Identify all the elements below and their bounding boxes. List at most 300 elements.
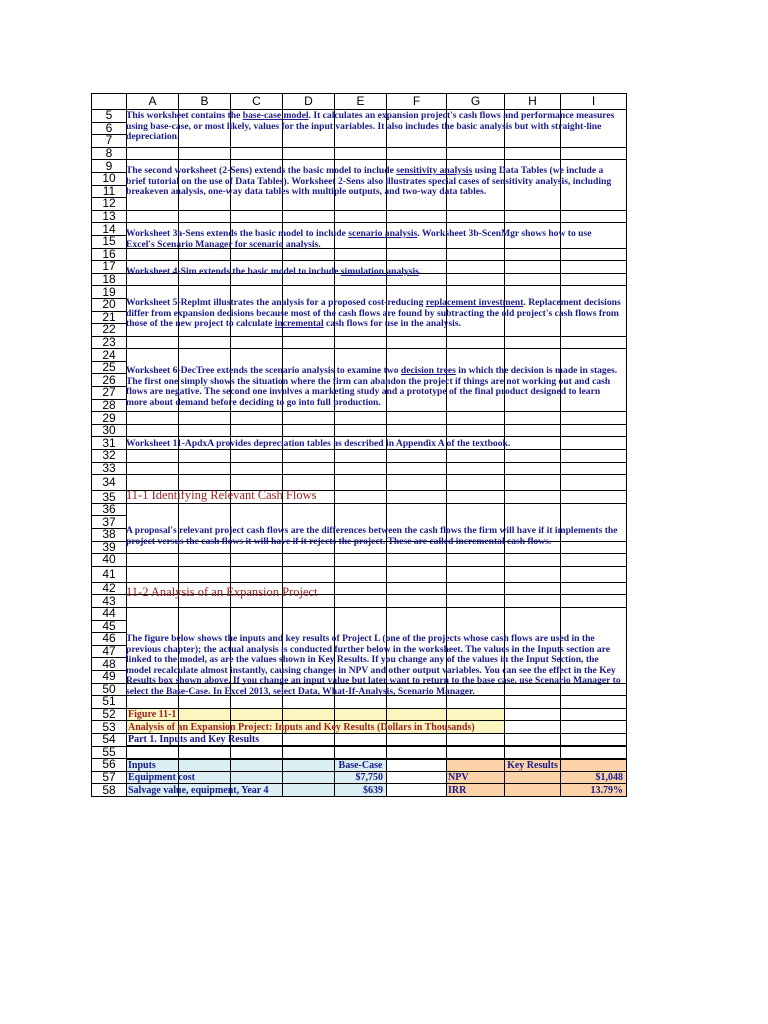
link-incremental[interactable]: incremental <box>274 318 324 330</box>
cell[interactable] <box>387 771 447 784</box>
paragraph-replacement <box>126 298 622 330</box>
cell[interactable] <box>179 708 231 721</box>
cell[interactable] <box>561 198 627 211</box>
cell[interactable] <box>231 147 283 160</box>
row-header[interactable]: 31 <box>92 437 127 450</box>
corner-cell[interactable] <box>92 94 127 110</box>
row-header[interactable]: 15 <box>92 235 127 248</box>
cell[interactable] <box>561 462 627 475</box>
cell[interactable] <box>335 462 387 475</box>
sheet-row <box>92 620 627 633</box>
row-header[interactable]: 39 <box>92 541 127 554</box>
row-header[interactable]: 29 <box>92 412 127 425</box>
cell[interactable] <box>283 733 335 746</box>
figure-title: Analysis of an Expansion Project: Inputs and Key Results (Dollars in Thousands) <box>128 721 475 733</box>
cell[interactable] <box>283 759 335 772</box>
cell[interactable] <box>387 475 447 491</box>
paragraph-text: using Data Tables (we include a brief tutorial on the use of Data Tables). Worksheet 2-Sens also illustrates special cases of sensitivity analysis, including breakeven analysis, one-way data tables with multiple outputs, and two-way data tables. <box>126 165 612 198</box>
cell[interactable] <box>283 450 335 463</box>
cell[interactable] <box>561 424 627 437</box>
cell[interactable] <box>179 759 231 772</box>
cell[interactable] <box>283 607 335 620</box>
cell[interactable] <box>561 147 627 160</box>
cell[interactable] <box>127 733 260 746</box>
sheet-row <box>92 462 627 475</box>
row-header[interactable]: 22 <box>92 324 127 337</box>
row-header[interactable]: 38 <box>92 529 127 542</box>
cell[interactable] <box>231 450 283 463</box>
cell[interactable] <box>127 554 179 567</box>
cell[interactable] <box>231 462 283 475</box>
cell[interactable] <box>561 595 627 608</box>
cell[interactable] <box>561 450 627 463</box>
row-header[interactable]: 35 <box>92 491 127 504</box>
cell[interactable] <box>505 412 561 425</box>
row-header[interactable]: 20 <box>92 298 127 311</box>
column-header-h[interactable]: H <box>505 94 561 110</box>
input-label: Equipment cost <box>128 771 195 783</box>
cell[interactable] <box>387 147 447 160</box>
cell[interactable] <box>335 708 387 721</box>
cell[interactable] <box>231 412 283 425</box>
column-header-c[interactable]: C <box>231 94 283 110</box>
sheet-row <box>92 554 627 567</box>
cell[interactable] <box>127 620 179 633</box>
cell[interactable] <box>283 620 335 633</box>
paragraph-sensitivity <box>126 166 622 198</box>
cell[interactable] <box>283 424 335 437</box>
cell[interactable] <box>179 210 231 223</box>
cell[interactable] <box>561 554 627 567</box>
column-header-b[interactable]: B <box>179 94 231 110</box>
cell[interactable] <box>447 424 505 437</box>
row-header[interactable]: 34 <box>92 475 127 491</box>
cell[interactable] <box>283 210 335 223</box>
row-header[interactable]: 8 <box>92 147 127 160</box>
cell[interactable] <box>387 462 447 475</box>
cell[interactable] <box>505 424 561 437</box>
cell[interactable] <box>283 746 335 759</box>
cell[interactable] <box>387 607 447 620</box>
cell[interactable] <box>283 708 335 721</box>
row-header[interactable]: 56 <box>92 759 127 772</box>
cell[interactable] <box>561 491 627 504</box>
cell[interactable] <box>447 708 505 721</box>
cell[interactable] <box>231 771 283 784</box>
cell[interactable] <box>231 607 283 620</box>
cell[interactable] <box>335 424 387 437</box>
cell[interactable] <box>561 759 627 772</box>
cell[interactable] <box>283 336 335 349</box>
link-sensitivity-analysis[interactable]: sensitivity analysis <box>396 165 473 176</box>
row-header[interactable]: 32 <box>92 450 127 463</box>
column-header-i[interactable]: I <box>561 94 627 110</box>
cell[interactable] <box>283 771 335 784</box>
cell[interactable] <box>335 198 387 211</box>
cell[interactable] <box>447 503 505 516</box>
cell[interactable] <box>447 349 505 362</box>
paragraph-text: This worksheet contains the <box>126 110 243 121</box>
inputs-header: Inputs <box>128 759 156 771</box>
cell[interactable] <box>505 554 561 567</box>
cell[interactable] <box>387 554 447 567</box>
section-heading-relevant-cash-flows: 11-1 Identifying Relevant Cash Flows <box>126 488 317 502</box>
cell[interactable] <box>447 566 505 582</box>
cell[interactable] <box>561 620 627 633</box>
cell[interactable] <box>179 746 231 759</box>
result-value: $1,048 <box>595 771 623 783</box>
cell[interactable] <box>127 210 179 223</box>
cell[interactable] <box>335 784 387 797</box>
cell[interactable] <box>127 412 179 425</box>
cell[interactable] <box>505 198 561 211</box>
cell[interactable] <box>447 746 505 759</box>
row-header[interactable]: 49 <box>92 670 127 683</box>
cell[interactable] <box>387 336 447 349</box>
cell[interactable] <box>283 462 335 475</box>
row-header[interactable]: 9 <box>92 160 127 173</box>
row-header[interactable]: 13 <box>92 210 127 223</box>
cell[interactable] <box>335 733 387 746</box>
cell[interactable] <box>231 349 283 362</box>
cell[interactable] <box>335 566 387 582</box>
cell[interactable] <box>179 620 231 633</box>
cell[interactable] <box>231 746 283 759</box>
cell[interactable] <box>127 746 179 759</box>
cell[interactable] <box>447 759 505 772</box>
cell[interactable] <box>179 554 231 567</box>
cell[interactable] <box>561 721 627 734</box>
cell[interactable] <box>179 412 231 425</box>
cell[interactable] <box>127 566 179 582</box>
cell[interactable] <box>231 708 283 721</box>
row-header[interactable]: 58 <box>92 784 127 797</box>
paragraph-text: cash flows for use in the analysis. <box>323 318 461 330</box>
row-header[interactable]: 5 <box>92 110 127 123</box>
row-header[interactable]: 50 <box>92 683 127 696</box>
cell[interactable] <box>283 503 335 516</box>
row-header[interactable]: 54 <box>92 733 127 746</box>
cell[interactable] <box>335 620 387 633</box>
row-header[interactable]: 19 <box>92 286 127 299</box>
row-header[interactable]: 23 <box>92 336 127 349</box>
cell[interactable] <box>561 582 627 595</box>
cell[interactable] <box>561 784 627 797</box>
cell[interactable] <box>387 784 447 797</box>
paragraph-text: The second worksheet (2-Sens) extends the basic model to include <box>126 165 397 176</box>
cell[interactable] <box>387 349 447 362</box>
cell[interactable] <box>283 412 335 425</box>
row-header[interactable]: 41 <box>92 566 127 582</box>
sheet-row <box>92 759 627 772</box>
row-header[interactable]: 27 <box>92 387 127 400</box>
link-base-case-model[interactable]: base-case model <box>242 110 309 121</box>
sheet-row <box>92 733 627 746</box>
cell[interactable] <box>127 759 179 772</box>
cell[interactable] <box>447 198 505 211</box>
cell[interactable] <box>283 349 335 362</box>
row-header[interactable]: 40 <box>92 554 127 567</box>
cell[interactable] <box>505 462 561 475</box>
row-header[interactable]: 6 <box>92 122 127 135</box>
cell[interactable] <box>127 424 179 437</box>
cell[interactable] <box>231 759 283 772</box>
cell[interactable] <box>561 349 627 362</box>
cell[interactable] <box>335 746 387 759</box>
cell[interactable] <box>335 503 387 516</box>
cell[interactable] <box>387 412 447 425</box>
cell[interactable] <box>561 607 627 620</box>
cell[interactable] <box>561 475 627 491</box>
sheet-row <box>92 607 627 620</box>
column-header-a[interactable]: A <box>127 94 179 110</box>
cell[interactable] <box>561 503 627 516</box>
cell[interactable] <box>231 336 283 349</box>
cell[interactable] <box>231 424 283 437</box>
paragraph-decision-trees <box>126 366 622 408</box>
sheet-row <box>92 412 627 425</box>
cell[interactable] <box>561 336 627 349</box>
cell[interactable] <box>447 607 505 620</box>
row-header[interactable]: 37 <box>92 516 127 529</box>
cell[interactable] <box>505 147 561 160</box>
cell[interactable] <box>335 475 387 491</box>
row-header[interactable]: 36 <box>92 503 127 516</box>
cell[interactable] <box>231 554 283 567</box>
section-heading-expansion-project: 11-2 Analysis of an Expansion Project <box>126 585 318 599</box>
paragraph-relevant-cash-flows: A proposal's relevant project cash flows are the differences between the cash flows the firm will have if it implements the project versus the cash flows it will have if it rejects the project. These are called incremental cash flows. <box>126 525 618 547</box>
column-header-d[interactable]: D <box>283 94 335 110</box>
cell[interactable] <box>335 450 387 463</box>
cell[interactable] <box>387 198 447 211</box>
cell[interactable] <box>561 210 627 223</box>
cell[interactable] <box>179 198 231 211</box>
input-value: $7,750 <box>355 771 383 783</box>
sheet-row <box>92 771 627 784</box>
row-header[interactable]: 12 <box>92 198 127 211</box>
cell[interactable] <box>447 771 505 784</box>
cell[interactable] <box>179 607 231 620</box>
row-header[interactable]: 11 <box>92 185 127 198</box>
sheet-row <box>92 566 627 582</box>
cell[interactable] <box>505 503 561 516</box>
cell[interactable] <box>505 784 561 797</box>
cell[interactable] <box>505 210 561 223</box>
row-header[interactable]: 24 <box>92 349 127 362</box>
cell[interactable] <box>505 607 561 620</box>
link-decision-trees[interactable]: decision trees <box>400 365 456 376</box>
row-header[interactable]: 45 <box>92 620 127 633</box>
cell[interactable] <box>447 336 505 349</box>
paragraph-text: . Replacement decisions differ from expansion decisions because most of the cash flows are found by subtracting the old project's cash flows from those of the new project to calculate <box>126 297 621 330</box>
column-header-f[interactable]: F <box>387 94 447 110</box>
cell[interactable] <box>179 349 231 362</box>
cell[interactable] <box>447 733 505 746</box>
cell[interactable] <box>505 733 561 746</box>
cell[interactable] <box>387 708 447 721</box>
cell[interactable] <box>127 771 195 784</box>
cell[interactable] <box>335 336 387 349</box>
row-header[interactable]: 53 <box>92 721 127 734</box>
cell[interactable] <box>387 424 447 437</box>
row-header[interactable]: 17 <box>92 261 127 274</box>
cell[interactable] <box>335 147 387 160</box>
cell[interactable] <box>231 566 283 582</box>
cell[interactable] <box>387 450 447 463</box>
cell[interactable] <box>387 210 447 223</box>
cell[interactable] <box>447 450 505 463</box>
cell[interactable] <box>447 475 505 491</box>
column-header-g[interactable]: G <box>447 94 505 110</box>
cell[interactable] <box>283 147 335 160</box>
cell[interactable] <box>231 198 283 211</box>
row-header[interactable]: 46 <box>92 633 127 646</box>
cell[interactable] <box>127 349 179 362</box>
cell[interactable] <box>335 607 387 620</box>
row-header[interactable]: 42 <box>92 582 127 595</box>
cell[interactable] <box>505 336 561 349</box>
row-header[interactable]: 55 <box>92 746 127 759</box>
sheet-row <box>92 336 627 349</box>
sheet-row <box>92 198 627 211</box>
sheet-row <box>92 424 627 437</box>
paragraph-base-case <box>126 111 622 143</box>
row-header[interactable]: 28 <box>92 399 127 412</box>
cell[interactable] <box>127 462 179 475</box>
cell[interactable] <box>447 620 505 633</box>
row-header[interactable]: 14 <box>92 223 127 236</box>
cell[interactable] <box>387 503 447 516</box>
cell[interactable] <box>447 412 505 425</box>
cell[interactable] <box>179 336 231 349</box>
paragraph-text: Worksheet 4-Sim extends the basic model to include <box>126 266 341 277</box>
cell[interactable] <box>505 450 561 463</box>
cell[interactable] <box>283 554 335 567</box>
row-header[interactable]: 48 <box>92 658 127 671</box>
cell[interactable] <box>447 554 505 567</box>
row-header[interactable]: 33 <box>92 462 127 475</box>
cell[interactable] <box>561 771 627 784</box>
cell[interactable] <box>387 620 447 633</box>
cell[interactable] <box>179 424 231 437</box>
cell[interactable] <box>179 147 231 160</box>
cell[interactable] <box>447 462 505 475</box>
cell[interactable] <box>561 412 627 425</box>
row-header[interactable]: 26 <box>92 374 127 387</box>
cell[interactable] <box>447 147 505 160</box>
cell[interactable] <box>387 759 447 772</box>
cell[interactable] <box>505 746 561 759</box>
link-replacement-investment[interactable]: replacement investment <box>425 297 524 308</box>
cell[interactable] <box>335 412 387 425</box>
column-header-e[interactable]: E <box>335 94 387 110</box>
paragraph-text: . <box>418 266 422 277</box>
paragraph-text: Worksheet 3a-Sens extends the basic model to include <box>126 228 349 239</box>
cell[interactable] <box>127 503 179 516</box>
sheet-row <box>92 746 627 759</box>
result-label: IRR <box>448 784 467 796</box>
cell[interactable] <box>283 566 335 582</box>
row-header[interactable]: 47 <box>92 645 127 658</box>
row-header[interactable]: 51 <box>92 696 127 709</box>
cell[interactable] <box>505 620 561 633</box>
cell[interactable] <box>387 733 447 746</box>
cell[interactable] <box>283 784 335 797</box>
row-header[interactable]: 18 <box>92 273 127 286</box>
cell[interactable] <box>179 503 231 516</box>
link-scenario-analysis[interactable]: scenario analysis <box>348 228 418 239</box>
cell[interactable] <box>127 721 475 734</box>
cell[interactable] <box>231 210 283 223</box>
cell[interactable] <box>561 733 627 746</box>
cell[interactable] <box>447 210 505 223</box>
cell[interactable] <box>561 566 627 582</box>
cell[interactable] <box>335 349 387 362</box>
cell[interactable] <box>335 759 387 772</box>
cell[interactable] <box>335 210 387 223</box>
cell[interactable] <box>505 708 561 721</box>
paragraph-text: in which the decision is made in stages. The first one simply shows the situation where the firm can abandon the project if things are not working out and cash flows are negative. The second one involves a marketing study and a prototype of the final product designed to learn more about demand before deciding to go into full production. <box>126 365 618 408</box>
cell[interactable] <box>505 475 561 491</box>
row-header[interactable]: 16 <box>92 248 127 261</box>
cell[interactable] <box>127 450 179 463</box>
cell[interactable] <box>283 198 335 211</box>
cell[interactable] <box>127 147 179 160</box>
cell[interactable] <box>127 198 179 211</box>
row-header[interactable]: 30 <box>92 424 127 437</box>
cell[interactable] <box>447 784 505 797</box>
cell[interactable] <box>231 503 283 516</box>
cell[interactable] <box>127 607 179 620</box>
row-header[interactable]: 52 <box>92 708 127 721</box>
cell[interactable] <box>505 349 561 362</box>
part-label: Part 1. Inputs and Key Results <box>128 733 260 745</box>
cell[interactable] <box>561 746 627 759</box>
cell[interactable] <box>335 554 387 567</box>
row-header[interactable]: 44 <box>92 607 127 620</box>
paragraph-figure-intro: The figure below shows the inputs and key results of Project L (one of the projects whose cash flows are used in the previous chapter); the actual analysis is conducted further below in the worksheet. The values in the Inputs section are linked to the model, as are the values shown in Key Results. If you change any of the values in the Input Section, the model recalculate almost instantly, causing changes in NPV and other output variables. You can see the effect in the Key Results box shown above. If you change an input value but later want to return to the base case, use Scenario Manager to select the Base-Case. In Excel 2013, select Data, What-If-Analysis, Scenario Manager. <box>126 633 621 697</box>
cell[interactable] <box>561 708 627 721</box>
paragraph-text: . It calculates an expansion project's cash flows and performance measures using base-case, or most likely, values for the input variables. It also includes the basic analysis but with straight-line depreciation. <box>126 110 615 143</box>
link-simulation-analysis[interactable]: simulation analysis <box>340 266 419 277</box>
cell[interactable] <box>231 620 283 633</box>
cell[interactable] <box>127 784 269 797</box>
cell[interactable] <box>505 566 561 582</box>
cell[interactable] <box>179 450 231 463</box>
sheet-row <box>92 503 627 516</box>
cell[interactable] <box>387 566 447 582</box>
cell[interactable] <box>127 708 179 721</box>
row-header[interactable]: 21 <box>92 311 127 324</box>
sheet-row <box>92 784 627 797</box>
cell[interactable] <box>179 566 231 582</box>
cell[interactable] <box>335 771 387 784</box>
cell[interactable] <box>505 721 561 734</box>
paragraph-text: . Worksheet 3b-ScenMgr shows how to use Excel's Scenario Manager for scenario analysis. <box>126 228 592 250</box>
row-header[interactable]: 43 <box>92 595 127 608</box>
row-header[interactable]: 7 <box>92 135 127 148</box>
paragraph-appendix: Worksheet 11-ApdxA provides depreciation tables as described in Appendix A of the textbook. <box>126 438 511 449</box>
row-header[interactable]: 25 <box>92 361 127 374</box>
cell[interactable] <box>505 759 561 772</box>
row-header[interactable]: 57 <box>92 771 127 784</box>
cell[interactable] <box>127 336 179 349</box>
cell[interactable] <box>387 746 447 759</box>
cell[interactable] <box>505 771 561 784</box>
row-header[interactable]: 10 <box>92 172 127 185</box>
cell[interactable] <box>179 462 231 475</box>
sheet-row <box>92 210 627 223</box>
